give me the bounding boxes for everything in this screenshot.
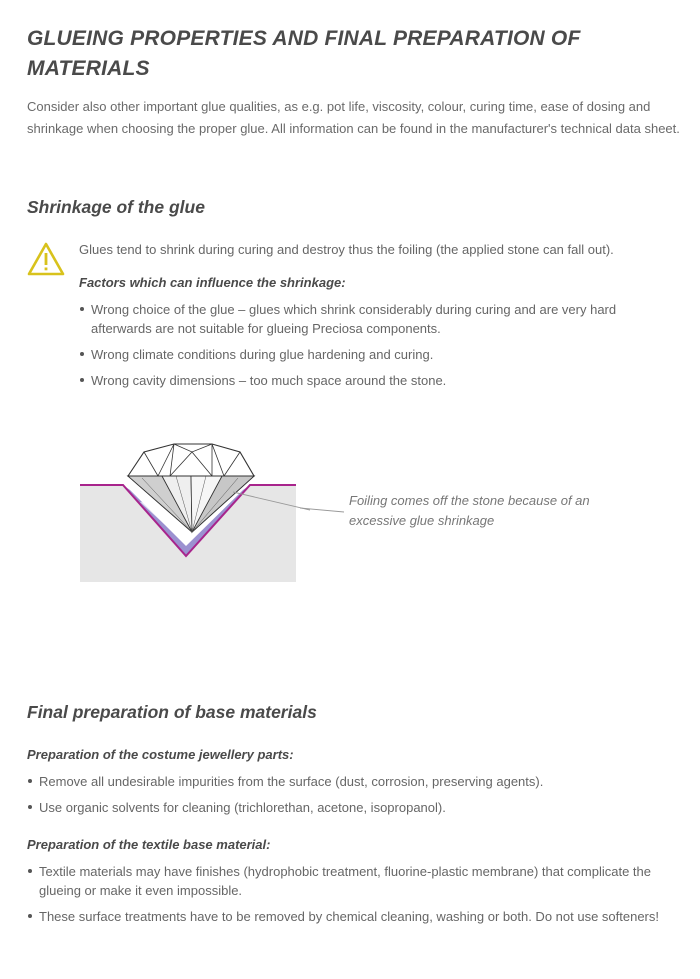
jewellery-heading: Preparation of the costume jewellery parts: [27, 747, 294, 762]
factors-heading: Factors which can influence the shrinkage: [79, 275, 346, 290]
final-prep-heading: Final preparation of base materials [27, 702, 317, 722]
list-item: Remove all undesirable impurities from the surface (dust, corrosion, preserving agents). [27, 772, 677, 791]
list-item: These surface treatments have to be removed by chemical cleaning, washing or both. Do not use softeners! [27, 907, 682, 926]
list-item: Wrong cavity dimensions – too much space around the stone. [79, 371, 659, 390]
list-item: Wrong choice of the glue – glues which shrink considerably during curing and are very hard afterwards are not suitable for glueing Preciosa components. [79, 300, 659, 338]
diagram-callout: Foiling comes off the stone because of an excessive glue shrinkage [349, 493, 590, 528]
textile-heading: Preparation of the textile base material: [27, 837, 271, 852]
warning-icon [27, 241, 65, 277]
list-item: Wrong climate conditions during glue hardening and curing. [79, 345, 659, 364]
glue-shrinkage-diagram [78, 440, 310, 585]
callout-leader-extension [300, 500, 348, 514]
intro-paragraph: Consider also other important glue qualities, as e.g. pot life, viscosity, colour, curing time, ease of dosing and shrinkage when choosing the proper glue. All information can be found in the manufacturer's technical data sheet. [27, 99, 680, 136]
factors-list [79, 300, 659, 390]
jewellery-list [27, 772, 677, 817]
shrinkage-heading: Shrinkage of the glue [27, 197, 205, 217]
shrinkage-warning-text: Glues tend to shrink during curing and destroy thus the foiling (the applied stone can fall out). [79, 242, 614, 257]
textile-list [27, 862, 682, 926]
list-item: Textile materials may have finishes (hydrophobic treatment, fluorine-plastic membrane) that complicate the glueing or make it even impossible. [27, 862, 682, 900]
list-item: Use organic solvents for cleaning (trichlorethan, acetone, isopropanol). [27, 798, 677, 817]
page-title: GLUEING PROPERTIES AND FINAL PREPARATION OF MATERIALS [27, 27, 581, 80]
